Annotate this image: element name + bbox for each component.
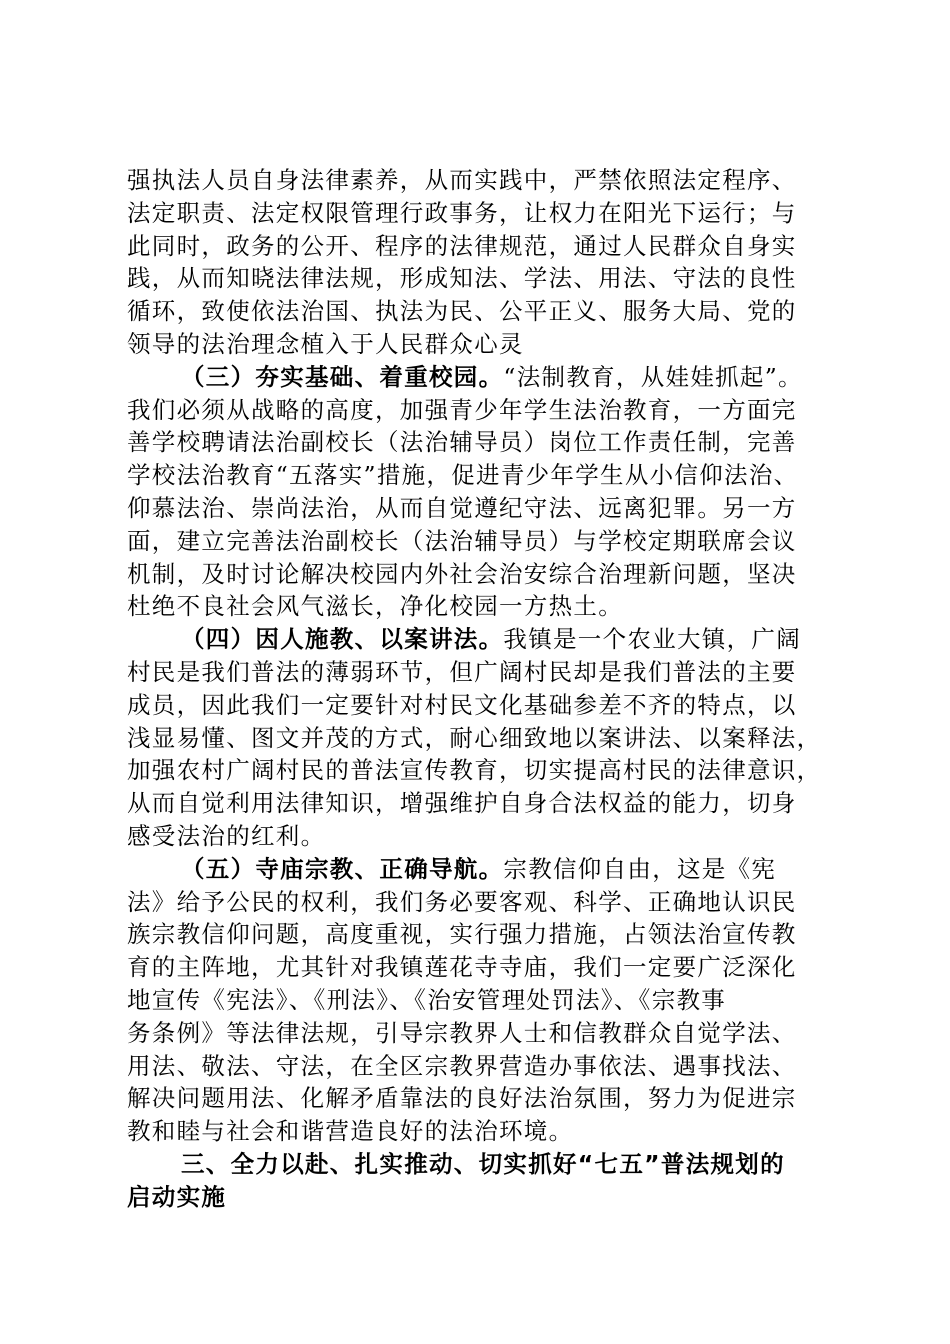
- text-line: 解决问题用法、化解矛盾靠法的良好法治氛围，努力为促进宗: [127, 1084, 797, 1113]
- document-page: [127, 164, 832, 1214]
- text-line: 浅显易懂、图文并茂的方式，耐心细致地以案讲法、以案释法，: [127, 723, 822, 752]
- text-line: 学校法治教育“五落实”措施，促进青少年学生从小信仰法治、: [127, 461, 799, 490]
- paragraph-section-3: [127, 361, 832, 623]
- text-line: 用法、敬法、守法，在全区宗教界营造办事依法、遇事找法、: [127, 1051, 797, 1080]
- section-heading: （四）因人施教、以案讲法。: [181, 625, 504, 654]
- text-line: 我们必须从战略的高度，加强青少年学生法治教育，一方面完: [127, 395, 797, 424]
- text-line: 教和睦与社会和谐营造良好的法治环境。: [127, 1117, 574, 1146]
- section-heading: （三）夯实基础、着重校园。: [181, 362, 504, 391]
- text-line: 善学校聘请法治副校长（法治辅导员）岗位工作责任制，完善: [127, 428, 797, 457]
- text-line: [127, 361, 832, 394]
- text-line: 机制，及时讨论解决校园内外社会治安综合治理新问题，坚决: [127, 559, 797, 588]
- text-line: 此同时，政务的公开、程序的法律规范，通过人民群众自身实: [127, 231, 797, 260]
- text-line: 仰慕法治、崇尚法治，从而自觉遵纪守法、远离犯罪。另一方: [127, 493, 797, 522]
- section-text: 宗教信仰自由，这是《宪: [503, 854, 777, 883]
- section-text: 我镇是一个农业大镇，广阔: [503, 625, 802, 654]
- text-line: 循环，致使依法治国、执法为民、公平正义、服务大局、党的: [127, 297, 797, 326]
- text-line: [127, 853, 832, 886]
- text-line: 领导的法治理念植入于人民群众心灵: [127, 329, 524, 358]
- text-line: 践，从而知晓法律法规，形成知法、学法、用法、守法的良性: [127, 264, 797, 293]
- heading-line: 三、全力以赴、扎实推动、切实抓好“七五”普法规划的: [181, 1149, 785, 1178]
- text-line: 感受法治的红利。: [127, 821, 326, 850]
- text-line: 强执法人员自身法律素养，从而实践中，严禁依照法定程序、: [127, 166, 797, 194]
- text-line: 族宗教信仰问题，高度重视，实行强力措施，占领法治宣传教: [127, 920, 797, 949]
- section-heading: （五）寺庙宗教、正确导航。: [181, 854, 504, 883]
- text-line: 法》给予公民的权利，我们务必要客观、科学、正确地认识民: [127, 887, 797, 916]
- text-line: 育的主阵地，尤其针对我镇莲花寺寺庙，我们一定要广泛深化: [127, 953, 797, 982]
- text-line: 村民是我们普法的薄弱环节，但广阔村民却是我们普法的主要: [127, 657, 797, 686]
- text-line: 地宣传《宪法》、《刑法》、《治安管理处罚法》、《宗教事: [127, 985, 727, 1014]
- text-line: [127, 623, 832, 656]
- heading-line: 启动实施: [127, 1182, 227, 1211]
- paragraph-section-5: [127, 853, 832, 1148]
- text-line: 法定职责、法定权限管理行政事务，让权力在阳光下运行；与: [127, 198, 797, 227]
- text-line: 面，建立完善法治副校长（法治辅导员）与学校定期联席会议: [127, 526, 797, 555]
- paragraph-section-4: [127, 623, 832, 853]
- paragraph-continued: [127, 164, 832, 361]
- text-line: 成员，因此我们一定要针对村民文化基础参差不齐的特点，以: [127, 690, 797, 719]
- text-line: 从而自觉利用法律知识，增强维护自身合法权益的能力，切身: [127, 789, 797, 818]
- text-line: 务条例》等法律法规，引导宗教界人士和信教群众自觉学法、: [127, 1018, 797, 1047]
- section-3-heading: [127, 1148, 832, 1214]
- text-line: 杜绝不良社会风气滋长，净化校园一方热土。: [127, 592, 623, 621]
- section-text: “法制教育，从娃娃抓起”。: [503, 362, 803, 391]
- text-line: 加强农村广阔村民的普法宣传教育，切实提高村民的法律意识，: [127, 756, 822, 785]
